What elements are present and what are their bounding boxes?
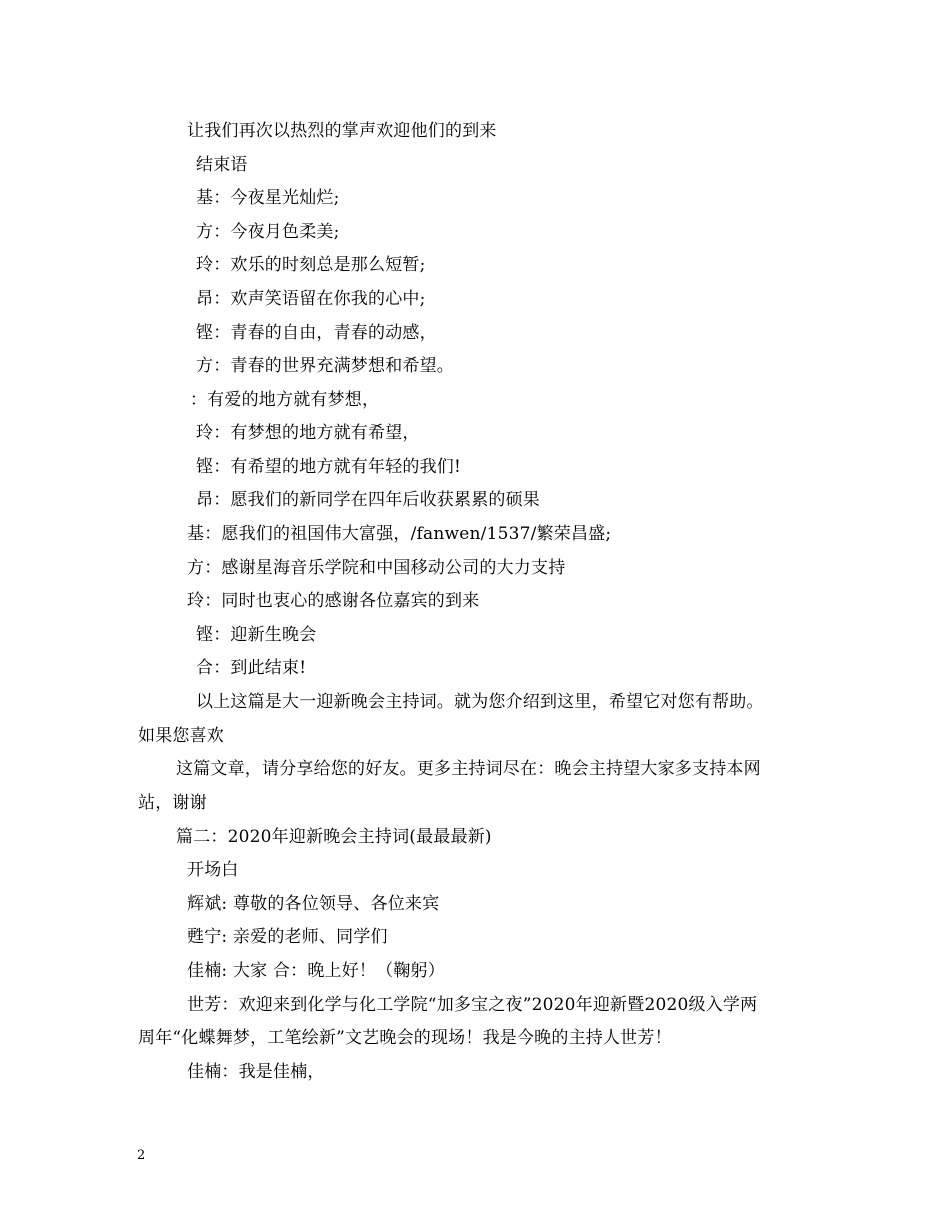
text-line: 基：愿我们的祖国伟大富强，/fanwen/1537/繁荣昌盛; (187, 524, 612, 544)
text-line: 佳楠: 大家 合：晚上好！（鞠躬） (187, 961, 445, 981)
text-line: 这篇文章，请分享给您的好友。更多主持词尽在：晚会主持望大家多支持本网 (176, 759, 761, 779)
text-line: 辉斌: 尊敬的各位领导、各位来宾 (187, 894, 440, 914)
text-line: 站，谢谢 (138, 793, 207, 813)
text-line: 结束语 (196, 155, 248, 175)
text-line: ：有爱的地方就有梦想， (190, 390, 380, 410)
text-line: 甦宁: 亲爱的老师、同学们 (187, 927, 388, 947)
text-line: 世芳：欢迎来到化学与化工学院“加多宝之夜”2020年迎新暨2020级入学两 (187, 995, 758, 1015)
text-line: 玲：欢乐的时刻总是那么短暂; (196, 255, 426, 275)
text-line: 基：今夜星光灿烂; (196, 188, 340, 208)
text-line: 合：到此结束! (196, 658, 307, 678)
text-line: 佳楠：我是佳楠， (187, 1062, 325, 1082)
text-line: 方：今夜月色柔美; (196, 222, 340, 242)
text-line: 玲：同时也衷心的感谢各位嘉宾的到来 (187, 591, 480, 611)
text-line: 昂：愿我们的新同学在四年后收获累累的硕果 (196, 490, 540, 510)
text-line: 周年“化蝶舞梦，工笔绘新”文艺晚会的现场！我是今晚的主持人世芳！ (138, 1028, 672, 1048)
text-line: 篇二：2020年迎新晚会主持词(最最最新) (176, 827, 492, 847)
text-line: 以上这篇是大一迎新晚会主持词。就为您介绍到这里，希望它对您有帮助。 (196, 692, 764, 712)
text-line: 方：青春的世界充满梦想和希望。 (196, 356, 454, 376)
page-number: 2 (137, 1148, 146, 1163)
text-line: 昂：欢声笑语留在你我的心中; (196, 289, 426, 309)
text-line: 铿：青春的自由，青春的动感， (196, 323, 437, 343)
text-line: 如果您喜欢 (138, 726, 224, 746)
text-line: 玲：有梦想的地方就有希望， (196, 423, 420, 443)
text-line: 铿：有希望的地方就有年轻的我们! (196, 457, 462, 477)
text-line: 让我们再次以热烈的掌声欢迎他们的到来 (187, 121, 497, 141)
text-line: 方：感谢星海音乐学院和中国移动公司的大力支持 (187, 558, 566, 578)
text-line: 铿：迎新生晚会 (196, 625, 317, 645)
text-line: 开场白 (187, 860, 239, 880)
